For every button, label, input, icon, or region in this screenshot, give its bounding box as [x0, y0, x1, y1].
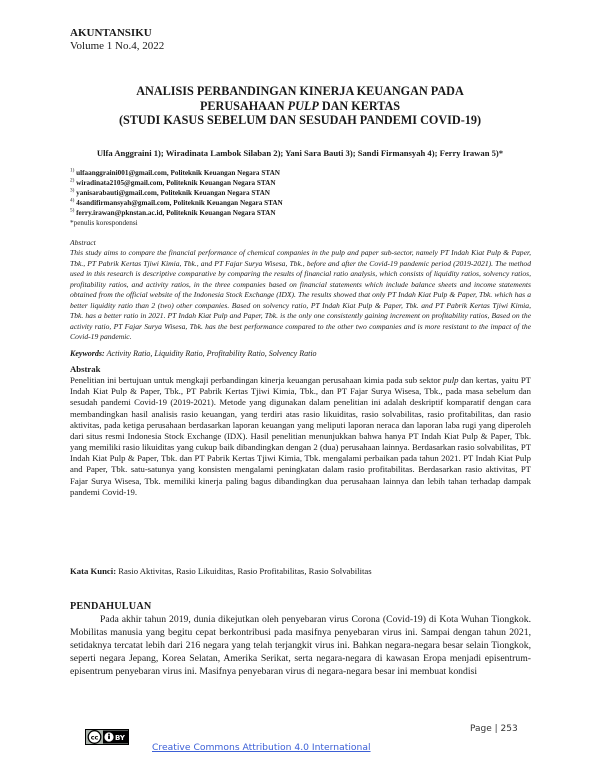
paper-title	[60, 84, 540, 128]
abstract-english	[70, 238, 531, 343]
abstrak-pulp: pulp	[443, 375, 459, 386]
page-number: Page | 253	[470, 724, 518, 734]
journal-name: AKUNTANSIKU	[70, 27, 152, 39]
affiliation-item: $^{3)}$ yanisarabauti@gmail.com, Politeknik Keuangan Negara STAN	[70, 187, 270, 197]
title-line-2	[60, 99, 540, 114]
author-email[interactable]: ulfaanggraini001@gmail.com	[76, 169, 167, 177]
abstract-text: This study aims to compare the financial performance of chemical companies in the pulp and paper sub-sector, namely PT Indah Kiat Pulp & Paper, Tbk., PT Pabrik Kertas Tjiwi Kimia, Tbk., and PT Fajar Surya Wisesa, Tbk., before and after the Covid-19 pandemic period (2019-2021). The method used in this research is descriptive comparative by comparing the results of financial ratio analysis, which consists of liquidity ratios, solvency ratios, profitability ratios, and activity ratios, in the three companies based on financial statements which include balance sheets and income statements obtained from the official website of the Indonesia Stock Exchange (IDX). The results showed that only PT Indah Kiat Pulp & Paper, Tbk. which has a better liquidity ratio than 2 (two) other companies. Based on solvency ratio, PT Indah Kiat Pulp & Paper, Tbk. and PT Pabrik Kertas Tjiwi Kimia, Tbk. has a better ratio in 2021. PT Indah Kiat Pulp and Paper, Tbk. is the only one consistently gaining increment on profitability ratios, Based on the activity ratio, PT Fajar Surya Wisesa, Tbk. has the best performance compared to the other two companies and is more resistant to the impact of the Covid-19 pandemic.	[70, 248, 531, 342]
affiliation-item: $^{1)}$ ulfaanggraini001@gmail.com, Politeknik Keuangan Negara STAN	[70, 167, 280, 177]
abstrak-text-part-2: dan kertas, yaitu PT Indah Kiat Pulp & Paper, Tbk., PT Pabrik Kertas Tjiwi Kimia, Tbk., dan PT Fajar Surya Wisesa, Tbk., pada masa sebelum dan sesudah pandemi Covid-19 (2019-2021). Metode yang digunakan dalam penelitian ini adalah deskriptif komparatif dengan cara membandingkan hasil analisis rasio keuangan, yang terdiri atas rasio likuiditas, rasio solvabilitas, rasio profitabilitas, dan rasio aktivitas, pada ketiga perusahaan berdasarkan laporan keuangan yang meliputi laporan neraca dan laporan laba rugi yang diperoleh dari situs resmi Indonesia Stock Exchange (IDX). Hasil penelitian menunjukkan bahwa hanya PT Indah Kiat Pulp & Paper, Tbk. yang memiliki rasio likuiditas yang cukup baik dibandingkan dengan 2 (dua) perusahaan lainnya. Berdasarkan rasio solvabilitas, PT Indah Kiat Pulp & Paper, Tbk. dan PT Pabrik Kertas Tjiwi Kimia, Tbk. mengalami perbaikan pada tahun 2021. PT Indah Kiat Pulp and Paper, Tbk. satu-satunya yang konsisten mengalami peningkatan dalam rasio profitabilitas. Berdasarkan rasio aktivitas, PT Fajar Surya Wisesa, Tbk. memiliki kinerja paling bagus dibandingkan dua perusahaan lainnya dan lebih tahan terhadap dampak pandemi Covid-19.	[70, 375, 531, 497]
journal-volume: Volume 1 No.4, 2022	[70, 40, 165, 52]
title-line-1: ANALISIS PERBANDINGAN KINERJA KEUANGAN PADA	[136, 84, 464, 98]
title-line-2-a: PERUSAHAAN	[199, 98, 288, 113]
abstract-indonesian	[70, 364, 531, 498]
section-heading: PENDAHULUAN	[70, 601, 152, 612]
title-line-3: (STUDI KASUS SEBELUM DAN SESUDAH PANDEMI COVID-19)	[118, 113, 482, 127]
author-email[interactable]: 4sandifirmansyah@gmail.com	[76, 199, 170, 207]
keywords-indonesian	[70, 566, 531, 577]
intro-text: Pada akhir tahun 2019, dunia dikejutkan oleh penyebaran virus Corona (Covid-19) di Kota Wuhan Tiongkok. Mobilitas manusia yang begitu cepat berkontribusi pada masifnya penyebaran virus ini. Sampai dengan tahun 2021, setidaknya tercatat lebih dari 216 negara yang telah terjangkit virus ini. Bahkan negara-negara besar selain Tiongkok, seperti negara Jepang, Korea Selatan, Amerika Serikat, serta negara-negara di kawasan Eropa menjadi episentrum-episentrum penyebaran virus ini. Masifnya penyebaran virus di negara-negara besar ini membuat kondisi	[70, 614, 531, 677]
kata-kunci-value: Rasio Aktivitas, Rasio Likuiditas, Rasio Profitabilitas, Rasio Solvabilitas	[118, 566, 372, 576]
license-link[interactable]: Creative Commons Attribution 4.0 International	[152, 742, 371, 753]
abstract-heading: Abstract	[70, 238, 96, 247]
svg-text:BY: BY	[114, 734, 126, 742]
corresponding-note: *penulis korespondensi	[70, 219, 138, 227]
affiliation-item: $^{2)}$ wiradinata2105@gmail.com, Politeknik Keuangan Negara STAN	[70, 177, 276, 187]
keywords-label: Keywords:	[70, 349, 105, 358]
author-list: Ulfa Anggraini 1); Wiradinata Lambok Silaban 2); Yani Sara Bauti 3); Sandi Firmansyah 4); Ferry Irawan 5)*	[96, 148, 504, 158]
author-email[interactable]: wiradinata2105@gmail.com	[76, 179, 163, 187]
author-email[interactable]: yanisarabauti@gmail.com	[76, 189, 157, 197]
abstrak-text-part-1: Penelitian ini bertujuan untuk mengkaji perbandingan kinerja keuangan perusahaan kimia pada sub sektor	[70, 375, 444, 386]
intro-paragraph	[70, 614, 531, 679]
keywords-value: Activity Ratio, Liquidity Ratio, Profitability Ratio, Solvency Ratio	[106, 349, 317, 358]
keywords-english	[70, 349, 531, 359]
title-line-2-c: DAN KERTAS	[318, 98, 401, 113]
journal-header	[70, 27, 164, 53]
svg-text:cc: cc	[90, 733, 99, 742]
title-pulp: PULP	[287, 98, 319, 113]
affiliation-item: $^{5)}$ ferry.irawan@pknstan.ac.id, Politeknik Keuangan Negara STAN	[70, 207, 276, 217]
affiliations	[70, 168, 283, 228]
cc-by-badge-icon[interactable]	[85, 729, 129, 745]
abstrak-text	[70, 375, 531, 498]
abstrak-heading: Abstrak	[70, 364, 101, 374]
kata-kunci-label: Kata Kunci:	[70, 566, 117, 576]
affiliation-item: $^{4)}$ 4sandifirmansyah@gmail.com, Politeknik Keuangan Negara STAN	[70, 197, 283, 207]
author-email[interactable]: ferry.irawan@pknstan.ac.id	[76, 209, 163, 217]
